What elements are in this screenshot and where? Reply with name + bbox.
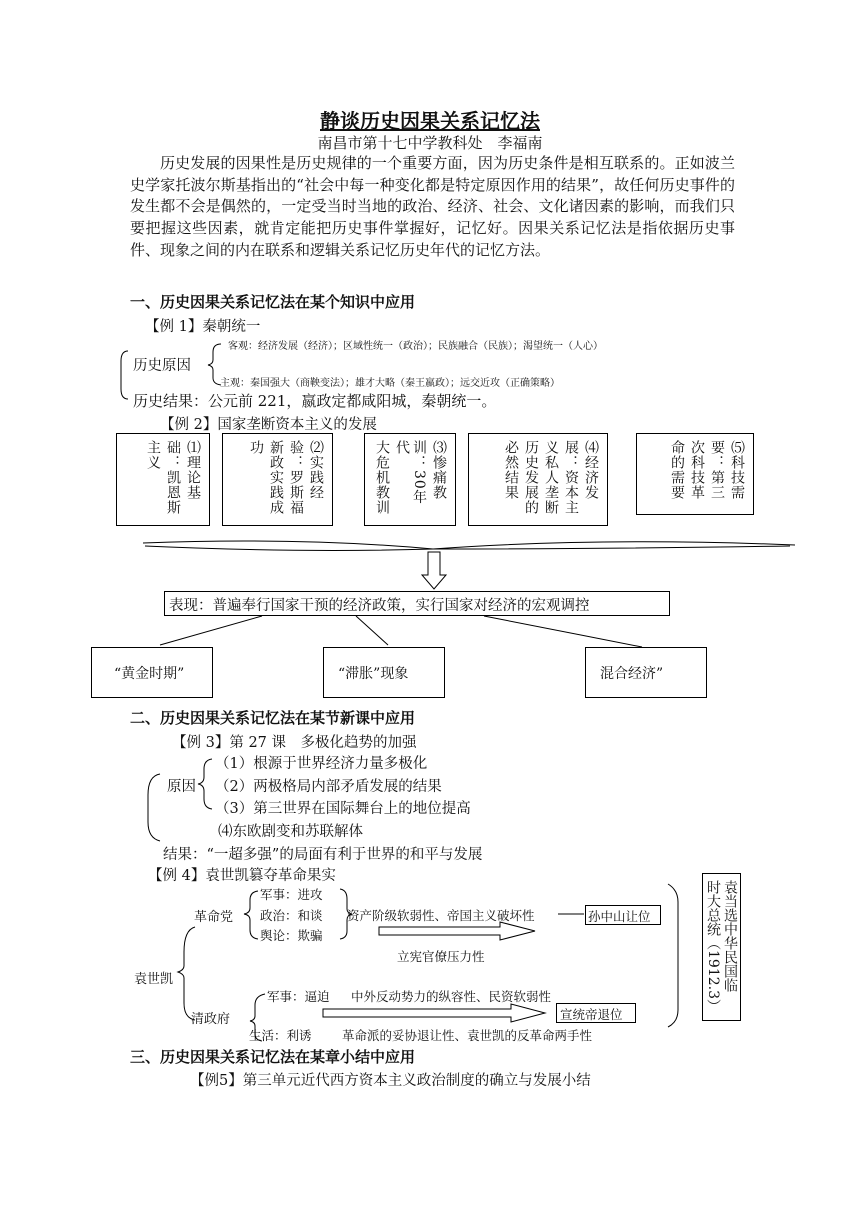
qing-item-life: 生活：利诱 [249,1028,312,1043]
factor-box-2-col1: ⑵实践经 [308,440,324,500]
factor-box-4-col5: 必然结果 [503,440,519,500]
ex1-subjective: 主观：秦国强大（商鞅变法）；雄才大略（秦王嬴政）；远交近攻（正确策略） [220,378,560,389]
ex3-cause-1: （1）根源于世界经济力量多极化 [215,756,428,772]
intro-paragraph: 历史发展的因果性是历史规律的一个重要方面，因为历史条件是相互联系的。正如波兰史学家托波尔斯基指出的“社会中每一种变化都是特定原因作用的结果”，故任何历史事件的发生都不会是偶然的，一定受当时当地的政治、经济、社会、文化诸因素的影响，而我们只要把握这些因素，就肯定能把历史事件掌握好，记忆好。因果关系记忆法是指依据历史事件、现象之间的内在联系和逻辑关系记忆历史年代的记忆方法。 [130,154,735,259]
ex3-cause-2: （2）两极格局内部矛盾发展的结果 [215,779,442,795]
factor-box-3-col3: 大危机教训 [374,440,390,515]
arrow-to-mixed-economy [484,616,642,647]
section2-heading: 二、历史因果关系记忆法在某节新课中应用 [130,709,416,727]
author-line: 南昌市第十七中学教科处 李福南 [317,134,543,152]
party-item-opinion: 舆论：欺骗 [260,928,323,943]
factor-box-2-col2: 验：罗斯福 [288,440,304,515]
party-item-military: 军事：进攻 [260,887,323,902]
ex3-cause-4: ⑷东欧剧变和苏联解体 [218,824,363,840]
qing-cause-1: 中外反动势力的纵容性、民资软弱性 [351,989,552,1004]
factor-box-1-col2: 础：凯恩斯 [165,440,181,515]
factor-box-4-col4: 历史发展的 [523,440,539,515]
outcome-box-golden-age: “黄金时期” [91,647,213,698]
arrow-to-golden-age [160,616,262,645]
party-brace [244,891,258,939]
yuan-brace [178,927,195,1020]
party-pressure: 立宪官僚压力性 [397,949,485,964]
party-cause: 资产阶级软弱性、帝国主义破坏性 [347,908,535,923]
party-right-brace [340,889,352,939]
ex2-hollow-arrow [422,552,446,589]
arrow-to-stagflation [356,616,388,645]
example5-label: 【例5】第三单元近代西方资本主义政治制度的确立与发展小结 [190,1073,591,1089]
example1-label: 【例 1】秦朝统一 [145,319,261,335]
ex3-inner-brace [198,759,212,809]
factor-box-5-col4: 命的需要 [669,440,685,500]
qing-label: 清政府 [191,1012,231,1027]
ex1-right-brace [208,344,221,385]
example4-label: 【例 4】袁世凯篡夺革命果实 [148,868,336,884]
factor-box-5-col3: 次科技革 [689,440,705,500]
outcome-box-mixed-economy: 混合经济” [585,647,707,698]
factor-box-2-col3: 新政实践成 [268,440,284,515]
party-hollow-arrow [379,922,535,940]
outcome-box-stagflation: “滞胀”现象 [323,647,445,698]
example2-label: 【例 2】国家垄断资本主义的发展 [160,417,377,433]
qing-cause-2: 革命派的妥协退让性、袁世凯的反革命两手性 [342,1028,593,1043]
ex3-outer-brace [148,774,160,841]
party-result-box: 孙中山让位 [585,905,661,925]
party-item-politics: 政治：和谈 [260,908,323,923]
example3-label: 【例 3】第 27 课 多极化趋势的加强 [172,735,417,751]
factor-box-1-col3: 主义 [145,440,161,470]
final-result-col1: 袁当选中华民国临 [722,880,738,992]
factor-box-1-col1: ⑴理论基 [185,440,201,500]
factor-box-3-col2: 训：30年代 [394,440,427,505]
ex1-objective: 客观：经济发展（经济）；区域性统一（政治）；民族融合（民族）；渴望统一（人心） [228,341,603,352]
qing-hollow-arrow [323,1004,545,1022]
factor-box-3-col1: ⑶惨痛教 [431,440,447,500]
ex1-left-brace [121,351,128,399]
root-yuan: 袁世凯 [134,972,174,987]
ex3-cause-label: 原因 [167,779,196,795]
performance-box: 表现：普遍奉行国家干预的经济政策，实行国家对经济的宏观调控 [164,591,670,616]
section1-heading: 一、历史因果关系记忆法在某个知识中应用 [130,293,416,311]
qing-result-box: 宣统帝退位 [556,1003,636,1023]
ex1-result: 历史结果：公元前 221，嬴政定都咸阳城，秦朝统一。 [133,392,497,410]
ex3-result: 结果：“一超多强”的局面有利于世界的和平与发展 [163,847,483,863]
factor-box-2-col4: 功 [248,440,264,455]
factor-box-4-col2: 展：资本主 [563,440,579,515]
final-result-col2: 时大总统（1912.3） [705,880,721,1013]
final-brace [668,884,678,1027]
factor-box-5-col2: 要：第三 [709,440,725,500]
party-label: 革命党 [194,910,234,925]
section3-heading: 三、历史因果关系记忆法在某章小结中应用 [130,1048,416,1066]
qing-brace [250,994,265,1041]
factor-box-4-col1: ⑷经济发 [583,440,599,500]
page-title: 静谈历史因果关系记忆法 [320,109,540,133]
factor-box-4-col3: 义私人垄断 [543,440,559,515]
ex3-cause-3: （3）第三世界在国际舞台上的地位提高 [215,801,471,817]
ex1-cause-label: 历史原因 [133,358,191,374]
qing-item-military: 军事：逼迫 [267,989,330,1004]
factor-box-5-col1: ⑸科技需 [729,440,745,500]
